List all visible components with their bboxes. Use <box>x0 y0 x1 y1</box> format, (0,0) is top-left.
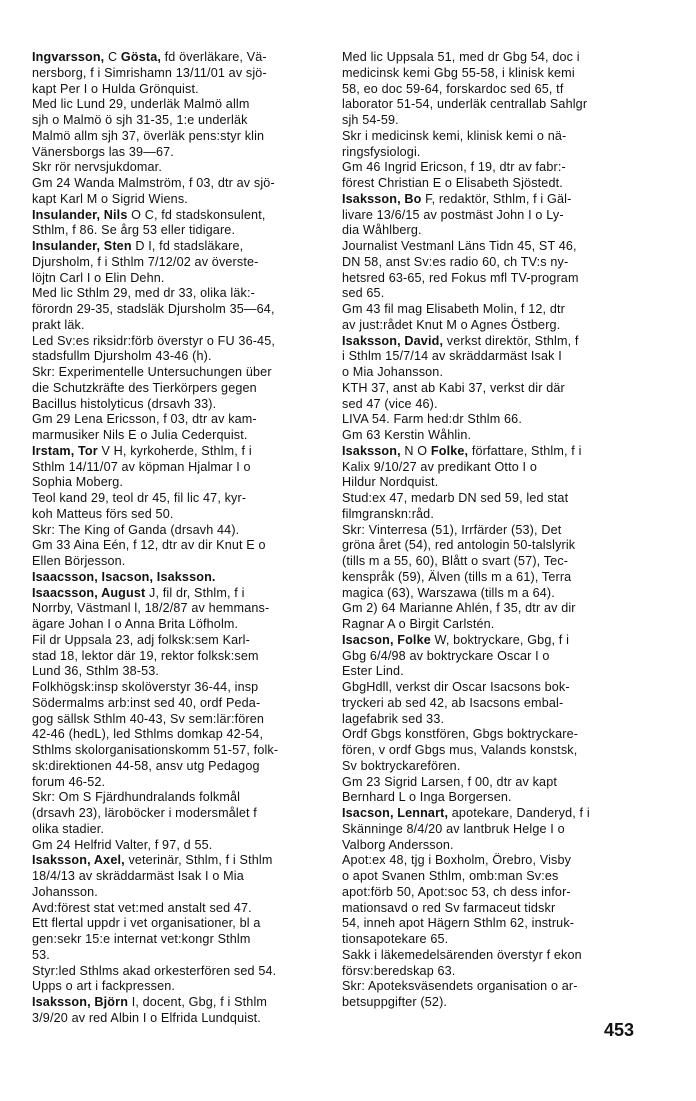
text-line <box>32 460 328 476</box>
text-line <box>342 239 642 255</box>
text-line <box>342 680 642 696</box>
text-line <box>32 586 328 602</box>
text-line <box>32 507 328 523</box>
line-text: Gbg 6/4/98 av boktryckare Oscar I o <box>342 648 550 663</box>
line-text: sk:direktionen 44-58, ansv utg Pedagog <box>32 758 260 773</box>
line-text: kapt Karl M o Sigrid Wiens. <box>32 191 188 206</box>
text-line <box>32 601 328 617</box>
line-text: sed 65. <box>342 286 385 301</box>
text-line <box>342 790 642 806</box>
line-text: Malmö allm sjh 37, överläk pens:styr klin <box>32 128 265 143</box>
line-text: Kalix 9/10/27 av predikant Otto I o <box>342 459 537 474</box>
text-line <box>342 727 642 743</box>
line-text: 18/4/13 av skräddarmäst Isak I o Mia <box>32 869 244 883</box>
entry-name: Isaksson, <box>342 443 405 458</box>
text-line <box>32 302 328 318</box>
line-text: forum 46-52. <box>32 774 106 789</box>
line-text: tryckeri ab sed 42, ab Isacsons embal- <box>342 695 564 710</box>
line-text: Skr: Om S Fjärdhundralands folkmål <box>32 790 241 805</box>
text-line <box>342 334 642 350</box>
line-text: dia Wåhlberg. <box>342 223 422 238</box>
text-line <box>342 869 642 885</box>
line-text: D I, fd stadsläkare, <box>135 239 244 253</box>
line-text: Skr rör nervsjukdomar. <box>32 160 162 175</box>
text-line <box>342 302 642 318</box>
line-text: apot:förb 50, Apot:soc 53, ch dess infor- <box>342 884 571 899</box>
text-line <box>32 491 328 507</box>
line-text: mationsavd o red Sv farmaceut tidskr <box>342 900 556 915</box>
line-text: LIVA 54. Farm hed:dr Sthlm 66. <box>342 412 522 427</box>
entry-name: Insulander, Sten <box>32 239 136 253</box>
line-text: Gm 24 Wanda Malmström, f 03, dtr av sjö- <box>32 176 275 190</box>
text-line <box>32 255 328 271</box>
text-line <box>32 66 328 82</box>
text-line <box>32 523 328 539</box>
text-line <box>32 349 328 365</box>
line-text: Lund 36, Sthlm 38-53. <box>32 664 160 679</box>
text-line <box>32 964 328 980</box>
entry-name: Isacson, Lennart, <box>342 806 452 820</box>
line-text: o Mia Johansson. <box>342 365 444 379</box>
text-line <box>342 129 642 145</box>
text-line <box>32 775 328 791</box>
text-line <box>32 932 328 948</box>
line-text: 42-46 (hedL), led Sthlms domkap 42-54, <box>32 727 264 742</box>
line-text: verkst direktör, Sthlm, f <box>446 333 579 348</box>
text-line <box>32 271 328 287</box>
text-line <box>342 113 642 129</box>
line-text: sjh o Malmö ö sjh 31-35, 1:e underläk <box>32 113 248 127</box>
line-text: förest Christian E o Elisabeth Sjöstedt. <box>342 176 563 190</box>
text-line <box>342 318 642 334</box>
text-line <box>342 775 642 791</box>
line-text: författare, Sthlm, f i <box>471 443 582 458</box>
text-line <box>32 948 328 964</box>
line-text: Ett flertal uppdr i vet organisationer, bl a <box>32 916 261 931</box>
text-line <box>342 901 642 917</box>
line-text: kenspråk (59), Älven (tills m a 61), Terra <box>342 569 572 584</box>
line-text: olika stadier. <box>32 821 105 836</box>
text-line <box>32 995 328 1011</box>
line-text: Gm 46 Ingrid Ericson, f 19, dtr av fabr:- <box>342 160 566 175</box>
text-line <box>32 444 328 460</box>
text-line <box>342 932 642 948</box>
text-line <box>32 570 328 586</box>
text-line <box>32 412 328 428</box>
line-text: Sthlm, f 86. Se årg 53 eller tidigare. <box>32 223 236 238</box>
text-line <box>342 255 642 271</box>
line-text: DN 58, anst Sv:es radio 60, ch TV:s ny- <box>342 254 569 269</box>
text-line <box>32 649 328 665</box>
text-line <box>342 806 642 822</box>
entry-name: Isacson, Folke <box>342 632 435 647</box>
text-line <box>342 696 642 712</box>
line-text: ringsfysiologi. <box>342 144 421 159</box>
text-line <box>32 318 328 334</box>
line-text: KTH 37, anst ab Kabi 37, verkst dir där <box>342 380 565 395</box>
text-line <box>32 759 328 775</box>
line-text: Södermalms arb:inst sed 40, ordf Peda- <box>32 695 261 710</box>
line-text: 58, eo doc 59-64, forskardoc sed 65, tf <box>342 81 564 96</box>
entry-name: Isaksson, Axel, <box>32 853 129 868</box>
line-text: i Sthlm 15/7/14 av skräddarmäst Isak I <box>342 349 562 364</box>
text-line <box>342 948 642 964</box>
text-line <box>32 680 328 696</box>
entry-name: Folke, <box>430 443 472 458</box>
text-line <box>32 397 328 413</box>
line-text: C <box>108 50 121 64</box>
line-text: apotekare, Danderyd, f i <box>451 806 590 820</box>
line-text: stadsfullm Djursholm 43-46 (h). <box>32 349 212 364</box>
text-line <box>32 838 328 854</box>
line-text: stad 18, lektor där 19, rektor folksk:sem <box>32 648 259 663</box>
text-line <box>32 113 328 129</box>
text-line <box>342 176 642 192</box>
line-text: Bacillus histolyticus (drsavh 33). <box>32 396 217 411</box>
text-line <box>342 192 642 208</box>
line-text: die Schutzkräfte des Tierkörpers gegen <box>32 380 257 395</box>
text-line <box>342 617 642 633</box>
line-text: av just:rådet Knut M o Agnes Östberg. <box>342 317 561 332</box>
left-column <box>32 50 328 1027</box>
entry-name: Isaacsson, Isacson, Isaksson. <box>32 569 216 584</box>
line-text: Med lic Sthlm 29, med dr 33, olika läk:- <box>32 286 255 301</box>
line-text: nersborg, f i Simrishamn 13/11/01 av sjö- <box>32 65 267 80</box>
line-text: Norrby, Västmanl l, 18/2/87 av hemmans- <box>32 601 270 616</box>
text-line <box>32 633 328 649</box>
line-text: Journalist Vestmanl Läns Tidn 45, ST 46, <box>342 239 577 253</box>
line-text: Gm 29 Lena Ericsson, f 03, dtr av kam- <box>32 412 257 427</box>
text-line <box>32 381 328 397</box>
entry-name: Isaksson, David, <box>342 333 447 348</box>
line-text: livare 13/6/15 av postmäst John I o Ly- <box>342 207 564 222</box>
entry-name: Isaacsson, August <box>32 585 150 600</box>
text-line <box>342 145 642 161</box>
line-text: F, redaktör, Sthlm, f i Gäl- <box>425 191 572 206</box>
text-line <box>342 712 642 728</box>
text-line <box>342 885 642 901</box>
line-text: löjtn Carl I o Elin Dehn. <box>32 270 165 285</box>
text-line <box>32 82 328 98</box>
text-line <box>32 712 328 728</box>
line-text: Gm 23 Sigrid Larsen, f 00, dtr av kapt <box>342 774 557 789</box>
entry-name: Ingvarsson, <box>32 50 108 64</box>
line-text: Led Sv:es riksidr:förb överstyr o FU 36-45, <box>32 333 276 348</box>
text-line <box>342 66 642 82</box>
text-line <box>32 790 328 806</box>
text-line <box>342 475 642 491</box>
line-text: Skr i medicinsk kemi, klinisk kemi o nä- <box>342 128 567 143</box>
text-line <box>342 381 642 397</box>
line-text: 54, inneh apot Hägern Sthlm 62, instruk- <box>342 916 575 931</box>
entry-name: Isaksson, Björn <box>32 995 132 1009</box>
text-line <box>32 916 328 932</box>
text-line <box>342 412 642 428</box>
text-line <box>342 995 642 1011</box>
text-line <box>342 964 642 980</box>
entry-name: Isaksson, Bo <box>342 191 426 206</box>
line-text: Gm 2) 64 Marianne Ahlén, f 35, dtr av dir <box>342 601 576 616</box>
line-text: Ragnar A o Birgit Carlstén. <box>342 617 495 631</box>
text-line <box>342 160 642 176</box>
line-text: prakt läk. <box>32 317 85 332</box>
line-text: Gm 24 Helfrid Valter, f 97, d 55. <box>32 837 213 852</box>
text-line <box>32 176 328 192</box>
text-line <box>342 208 642 224</box>
text-line <box>32 129 328 145</box>
text-line <box>342 97 642 113</box>
line-text: Sakk i läkemedelsärenden överstyr f ekon <box>342 947 582 962</box>
line-text: gröna året (54), red antologin 50-talslyrik <box>342 538 576 553</box>
text-line <box>342 554 642 570</box>
text-line <box>342 428 642 444</box>
line-text: försv:beredskap 63. <box>342 963 456 978</box>
text-line <box>342 349 642 365</box>
text-line <box>342 286 642 302</box>
line-text: Apot:ex 48, tjg i Boxholm, Örebro, Visby <box>342 853 572 868</box>
text-line <box>32 696 328 712</box>
line-text: Teol kand 29, teol dr 45, fil lic 47, kyr- <box>32 491 247 505</box>
text-line <box>342 633 642 649</box>
line-text: Skr: Experimentelle Untersuchungen über <box>32 365 272 379</box>
line-text: laborator 51-54, underläk centrallab Sahlgr <box>342 97 588 112</box>
line-text: förordn 29-35, stadsläk Djursholm 35—64, <box>32 302 275 316</box>
line-text: N O <box>404 443 431 458</box>
line-text: gen:sekr 15:e internat vet:kongr Sthlm <box>32 932 251 946</box>
text-line <box>342 916 642 932</box>
text-line <box>32 664 328 680</box>
text-line <box>342 507 642 523</box>
line-text: Ellen Börjesson. <box>32 554 126 568</box>
text-line <box>32 286 328 302</box>
text-line <box>32 145 328 161</box>
line-text: Sthlms skolorganisationskomm 51-57, folk- <box>32 743 279 757</box>
line-text: Vänersborgs las 39—67. <box>32 144 174 159</box>
text-line <box>32 365 328 381</box>
line-text: Stud:ex 47, medarb DN sed 59, led stat <box>342 491 569 505</box>
line-text: Fil dr Uppsala 23, adj folksk:sem Karl- <box>32 632 250 647</box>
line-text: (tills m a 55, 60), Blått o svart (57), Tec- <box>342 554 569 568</box>
text-line <box>32 208 328 224</box>
entry-name: Insulander, Nils <box>32 207 132 222</box>
text-line <box>342 838 642 854</box>
text-line <box>32 617 328 633</box>
text-line <box>342 586 642 602</box>
text-line <box>342 664 642 680</box>
line-text: veterinär, Sthlm, f i Sthlm <box>128 853 273 868</box>
text-line <box>32 743 328 759</box>
line-text: o apot Svanen Sthlm, omb:man Sv:es <box>342 869 559 883</box>
text-line <box>32 853 328 869</box>
entry-name: Irstam, Tor <box>32 443 102 458</box>
text-line <box>342 649 642 665</box>
line-text: Skr: Apoteksväsendets organisation o ar- <box>342 979 578 994</box>
right-column <box>342 50 642 1011</box>
line-text: Med lic Uppsala 51, med dr Gbg 54, doc i <box>342 50 580 64</box>
line-text: fören, v ordf Gbgs mus, Valands konstsk, <box>342 743 578 757</box>
text-line <box>32 428 328 444</box>
line-text: 53. <box>32 947 50 962</box>
text-line <box>32 223 328 239</box>
text-line <box>342 601 642 617</box>
text-line <box>342 397 642 413</box>
line-text: Skr: The King of Ganda (drsavh 44). <box>32 522 240 537</box>
line-text: Avd:förest stat vet:med anstalt sed 47. <box>32 900 252 915</box>
line-text: sed 47 (vice 46). <box>342 396 438 411</box>
text-line <box>32 554 328 570</box>
line-text: kapt Per I o Hulda Grönquist. <box>32 81 199 96</box>
text-line <box>342 271 642 287</box>
line-text: W, boktryckare, Gbg, f i <box>434 632 570 647</box>
line-text: Djursholm, f i Sthlm 7/12/02 av överste- <box>32 254 259 269</box>
line-text: Ordf Gbgs konstfören, Gbgs boktryckare- <box>342 727 579 742</box>
text-line <box>32 979 328 995</box>
text-line <box>342 50 642 66</box>
text-line <box>342 460 642 476</box>
line-text: marmusiker Nils E o Julia Cederquist. <box>32 428 248 442</box>
line-text: hetsred 63-65, red Fokus mfl TV-program <box>342 270 579 285</box>
text-line <box>342 570 642 586</box>
text-line <box>32 885 328 901</box>
line-text: Styr:led Sthlms akad orkesterfören sed 54. <box>32 963 277 978</box>
line-text: Sthlm 14/11/07 av köpman Hjalmar I o <box>32 459 251 474</box>
text-line <box>342 223 642 239</box>
text-line <box>342 82 642 98</box>
line-text: magica (63), Warszawa (tills m a 64). <box>342 585 555 600</box>
text-line <box>32 1011 328 1027</box>
line-text: fd överläkare, Vä- <box>164 50 267 64</box>
line-text: I, docent, Gbg, f i Sthlm <box>131 995 268 1009</box>
line-text: Gm 33 Aina Eén, f 12, dtr av dir Knut E o <box>32 538 266 553</box>
line-text: Folkhögsk:insp skolöverstyr 36-44, insp <box>32 680 259 694</box>
text-line <box>32 869 328 885</box>
text-line <box>32 822 328 838</box>
line-text: Gm 43 fil mag Elisabeth Molin, f 12, dtr <box>342 302 565 316</box>
text-line <box>342 538 642 554</box>
text-line <box>342 979 642 995</box>
text-line <box>32 727 328 743</box>
line-text: Upps o art i fackpressen. <box>32 979 176 994</box>
line-text: 3/9/20 av red Albin I o Elfrida Lundquist. <box>32 1010 261 1025</box>
line-text: betsuppgifter (52). <box>342 995 448 1009</box>
text-line <box>32 239 328 255</box>
line-text: sjh 54-59. <box>342 113 399 127</box>
text-line <box>342 365 642 381</box>
text-line <box>342 759 642 775</box>
line-text: Bernhard L o Inga Borgersen. <box>342 790 512 805</box>
line-text: Valborg Andersson. <box>342 837 454 852</box>
line-text: Skänninge 8/4/20 av lantbruk Helge I o <box>342 821 565 836</box>
line-text: tionsapotekare 65. <box>342 932 449 946</box>
page-number: 453 <box>604 1020 635 1040</box>
line-text: medicinsk kemi Gbg 55-58, i klinisk kemi <box>342 65 575 80</box>
text-line <box>32 901 328 917</box>
text-line <box>32 97 328 113</box>
line-text: Johansson. <box>32 884 98 899</box>
text-line <box>342 853 642 869</box>
line-text: Skr: Vinterresa (51), Irrfärder (53), Det <box>342 522 562 537</box>
line-text: Sophia Moberg. <box>32 475 124 490</box>
text-line <box>32 160 328 176</box>
text-line <box>32 475 328 491</box>
line-text: Med lic Lund 29, underläk Malmö allm <box>32 97 250 112</box>
text-line <box>342 491 642 507</box>
text-line <box>342 523 642 539</box>
line-text: lagefabrik sed 33. <box>342 711 445 726</box>
text-line <box>32 806 328 822</box>
text-line <box>32 50 328 66</box>
line-text: V H, kyrkoherde, Sthlm, f i <box>101 443 252 458</box>
line-text: Ester Lind. <box>342 664 404 679</box>
text-line <box>32 192 328 208</box>
line-text: O C, fd stadskonsulent, <box>131 207 266 222</box>
line-text: (drsavh 23), läroböcker i modersmålet f <box>32 806 257 820</box>
line-text: J, fil dr, Sthlm, f i <box>149 585 245 600</box>
line-text: filmgranskn:råd. <box>342 506 434 521</box>
text-line <box>342 743 642 759</box>
line-text: gog sällsk Sthlm 40-43, Sv sem:lär:fören <box>32 711 265 726</box>
line-text: GbgHdll, verkst dir Oscar Isacsons bok- <box>342 680 570 694</box>
text-line <box>342 822 642 838</box>
text-line <box>342 444 642 460</box>
line-text: Hildur Nordquist. <box>342 475 439 490</box>
entry-name: Gösta, <box>120 50 165 64</box>
line-text: ägare Johan I o Anna Brita Löfholm. <box>32 617 239 631</box>
text-line <box>32 334 328 350</box>
text-line <box>32 538 328 554</box>
line-text: Sv boktryckarefören. <box>342 758 461 773</box>
line-text: koh Matteus förs sed 50. <box>32 506 174 521</box>
line-text: Gm 63 Kerstin Wåhlin. <box>342 428 472 442</box>
